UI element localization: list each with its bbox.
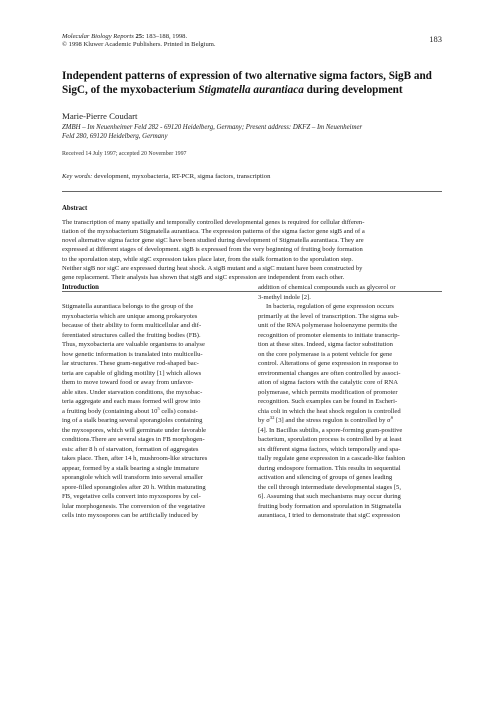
text-span: a fruiting body (containing about 10 [62, 407, 158, 415]
title-text-2: during development [303, 83, 403, 96]
text-line: Stigmatella aurantiaca belongs to the group of the [62, 303, 194, 310]
text-line: control. Alterations of gene expression in response to [258, 360, 399, 367]
text-line: aurantiaca, I tried to demonstrate that sigC expression [258, 512, 401, 519]
text-line: ferentiated structures called the fruiting bodies (FB). [62, 331, 201, 339]
text-line: fruiting body formation and sporulation in Stigmatella [258, 502, 402, 510]
sigma-superscript: 32 [269, 414, 275, 420]
text-line: 3-methyl indole [2]. [258, 293, 311, 301]
abstract-line: novel alternative sigma factor gene sigC have been studied during development of Stigmatella aurantiaca. They are [62, 237, 364, 245]
text-line: the cell through intermediate developmental stages [5, [258, 483, 401, 491]
text-line: cells into myxospores can be artificially induced by [62, 512, 199, 519]
abstract-line: The transcription of many spatially and temporally controlled developmental genes is required for cellular differen- [62, 219, 365, 226]
text-line [258, 416, 444, 426]
abstract-line: Neither sigB nor sigC are expressed during heat shock. A sigB mutant and a sigC mutant have been constructed by [62, 264, 363, 272]
section-divider [62, 191, 442, 192]
text-line: bacterium, sporulation process is controlled by at least [258, 436, 402, 443]
abstract-line: tiation of the myxobacterium Stigmatella aurantiaca. The expression patterns of the sigma factor gene sigB and of a [62, 228, 365, 236]
text-line: six different sigma factors, which temporally and spa- [258, 445, 401, 453]
title-species: Stigmatella aurantiaca [198, 83, 304, 96]
exponent: 5 [157, 405, 160, 411]
author-name: Marie-Pierre Coudart [62, 111, 138, 121]
text-line: myxobacteria which are unique among prokaryotes [62, 312, 198, 320]
abstract-line: expressed at different stages of development. sigB is expressed from the very beginning of fruiting body formation [62, 246, 363, 254]
affiliation-line: Feld 280, 69120 Heidelberg, Germany [62, 132, 168, 140]
sigma-superscript: S [390, 414, 394, 420]
text-line: esis: after 8 h of starvation, formation of aggregates [62, 445, 199, 453]
text-line: sporangiole which will transform into several smaller [62, 474, 203, 481]
text-line: polymerase, which permits modification of promoter [258, 388, 398, 396]
abstract-body [62, 218, 442, 282]
keywords-label: Key words: [62, 173, 93, 180]
journal-pages: 183–188, 1998. [145, 33, 188, 40]
text-line: spore-filled sporangioles after 20 h. Within maturating [62, 483, 206, 491]
copyright-line: © 1998 Kluwer Academic Publishers. Printed in Belgium. [62, 41, 216, 49]
abstract-line: gene replacement. Their analysis has shown that sigB and sigC expression are independent from each other. [62, 273, 345, 281]
text-line: them to move toward food or away from unfavor- [62, 379, 194, 386]
journal-citation [62, 33, 382, 50]
text-line: unit of the RNA polymerase holoenzyme permits the [258, 322, 398, 329]
page-number: 183 [429, 34, 442, 44]
text-line: tially regulate gene expression in a cascade-like fashion [258, 455, 406, 462]
text-line: takes place. Then, after 14 h, mushroom-like structures [62, 455, 208, 462]
intro-right-column [258, 283, 444, 521]
text-line: [4]. In Bacillus subtilis, a spore-forming gram-positive [258, 426, 403, 434]
text-span: [3] and the stress regulon is controlled by σ [274, 417, 391, 424]
intro-left-column [62, 283, 248, 521]
title-text-1: Independent patterns of expression of two alternative sigma factors, SigB and SigC, of the myxobacterium [62, 70, 432, 96]
journal-name: Molecular Biology Reports [62, 33, 134, 40]
introduction-heading-text: Introduction [62, 284, 99, 291]
text-line: FB, vegetative cells convert into myxospores by cel- [62, 493, 201, 500]
text-line: recognition. Such examples can be found in Escheri- [258, 398, 398, 405]
text-line: because of their ability to form multicellular and dif- [62, 322, 202, 329]
keywords [62, 173, 270, 180]
text-line: ing of a stalk bearing several sporangioles containing [62, 417, 203, 424]
text-line: the myxospores, which will germinate under favorable [62, 426, 207, 434]
text-line: primarily at the level of transcription. The sigma sub- [258, 312, 400, 320]
text-line: able sites. Under starvation conditions, the myxobac- [62, 388, 203, 396]
text-line: In bacteria, regulation of gene expression occurs [266, 303, 394, 310]
journal-volume: 25: [135, 33, 145, 40]
text-line [62, 407, 248, 417]
text-line: ation of sigma factors with the catalytic core of RNA [258, 379, 399, 386]
text-line: recognition of promoter elements to initiate transcrip- [258, 331, 400, 339]
abstract-heading: Abstract [62, 205, 88, 212]
abstract-line: to the sporulation step, while sigC expression takes place later, from the stalk formation to the sporulation step. [62, 255, 354, 263]
text-line: teria aggregate and each mass formed will grow into [62, 398, 201, 405]
received-dates: Received 14 July 1997; accepted 20 November 1997 [62, 151, 187, 157]
text-line: 6]. Assuming that such mechanisms may occur during [258, 493, 401, 500]
text-line: environmental changes are often controlled by associ- [258, 369, 401, 377]
text-line: lar structures. These gram-negative rod-shaped bac- [62, 360, 199, 367]
text-line: chia coli in which the heat shock regulon is controlled [258, 407, 401, 415]
text-line: tion at these sites. Indeed, sigma factor substitution [258, 341, 393, 348]
affiliation-line: ZMBH – Im Neuenheimer Feld 282 - 69120 Heidelberg, Germany; Present address: DKFZ – Im Neuenheimer [62, 124, 363, 131]
article-title [62, 70, 447, 97]
text-line: on the core polymerase is a potent vehicle for gene [258, 350, 393, 358]
text-line: how genetic information is translated into multicellu- [62, 350, 203, 358]
text-line: addition of chemical compounds such as glycerol or [258, 284, 396, 291]
text-line: activation and silencing of groups of genes leading [258, 474, 393, 481]
text-line: Thus, myxobacteria are valuable organisms to analyse [62, 341, 205, 348]
text-line: lular morphogenesis. The conversion of the vegetative [62, 502, 206, 510]
text-line: during endospore formation. This results in sequential [258, 464, 401, 472]
text-span: cells) consist- [159, 407, 198, 415]
text-line: appear, formed by a stalk bearing a single immature [62, 464, 199, 472]
text-span: by σ [258, 417, 270, 424]
text-line: teria are capable of gliding motility [1] which allows [62, 369, 202, 377]
keywords-list: development, myxobacteria, RT-PCR, sigma factors, transcription [92, 173, 271, 180]
author-affiliation [62, 124, 452, 142]
text-line: conditions.There are several stages in FB morphogen- [62, 436, 205, 443]
